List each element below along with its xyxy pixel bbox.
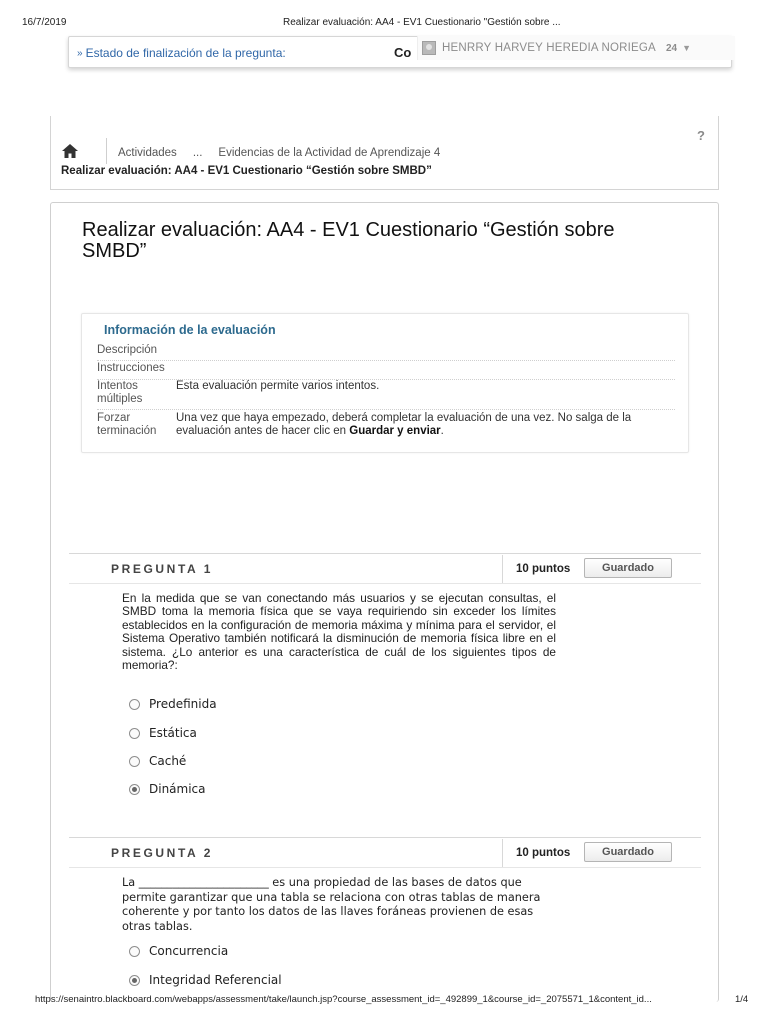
breadcrumb-current: Realizar evaluación: AA4 - EV1 Cuestionario “Gestión sobre SMBD” [61,165,432,177]
question-1-header [69,553,701,584]
question-status-bar [68,36,732,68]
info-key: Descripción [97,344,158,356]
assessment-panel [50,202,719,1002]
user-name: HENRRY HARVEY HEREDIA NORIEGA [442,42,656,54]
question-status-value: Co [394,45,412,60]
info-value: Una vez que haya empezado, deberá completar la evaluación de una vez. No salga de la evaluación antes de hacer clic en Guardar y enviar. [176,412,632,437]
info-title: Información de la evaluación [104,323,276,337]
radio-button[interactable] [129,756,140,767]
print-date: 16/7/2019 [22,17,67,28]
breadcrumb-ellipsis[interactable]: ... [192,147,203,159]
answer-option[interactable] [129,944,228,958]
answer-label: Estática [149,726,197,740]
page-title: Realizar evaluación: AA4 - EV1 Cuestionario “Gestión sobre SMBD” [82,219,615,262]
info-key: Intentos múltiples [97,380,143,405]
user-menu[interactable] [417,36,735,60]
radio-button-selected[interactable] [129,784,140,795]
question-status-label: Estado de finalización de la pregunta: [85,46,286,60]
divider [502,555,503,583]
answer-label: Integridad Referencial [149,973,282,987]
breadcrumb-separator [106,138,107,164]
question-2-text: La _______________________ es una propiedad de las bases de datos que permite garantizar que una tabla se relaciona con otras tablas de manera coherente y por tanto los datos de las llaves foráneas provienen de esas otras tablas. [122,876,541,933]
info-row-instructions [97,362,675,380]
help-icon[interactable]: ? [697,128,705,143]
answer-label: Concurrencia [149,944,229,958]
question-1-text: En la medida que se van conectando más usuarios y se ejecutan consultas, el SMBD toma la memoria física que se vaya requiriendo sin exceder los límites establecidos en la configuración de memoria máxima y mínima para el servidor, el Sistema Operativo también notificará la disminución de memoria física libre en el sistema. ¿Lo anterior es una característica de cuál de los siguientes tipos de memoria?: [122,591,556,673]
double-chevron-down-icon: » [77,47,83,59]
radio-button[interactable] [129,699,140,710]
question-points: 10 puntos [516,563,571,575]
question-status-link[interactable] [77,46,286,60]
answer-option[interactable] [129,754,186,768]
answer-label: Predefinida [149,697,217,711]
info-row-description [97,344,675,361]
radio-button-selected[interactable] [129,975,140,986]
question-label: PREGUNTA 2 [111,846,214,860]
radio-button[interactable] [129,728,140,739]
assessment-info-box [81,313,689,453]
radio-button[interactable] [129,946,140,957]
notification-badge[interactable]: 24 [665,42,678,54]
divider [502,839,503,867]
breadcrumb-item-evidencias[interactable]: Evidencias de la Actividad de Aprendizaje 4 [218,147,441,159]
print-url: https://senaintro.blackboard.com/webapps/assessment/take/launch.jsp?course_assessment_id=_492899_1&course_id=_2075571_1&content_id... [35,994,652,1005]
saved-button[interactable]: Guardado [584,558,672,578]
caret-down-icon[interactable]: ▼ [682,43,691,53]
answer-option-selected[interactable] [129,973,282,987]
answer-label: Caché [149,754,187,768]
answer-label: Dinámica [149,782,206,796]
answer-option[interactable] [129,726,197,740]
question-points: 10 puntos [516,847,571,859]
answer-option-selected[interactable] [129,782,206,796]
info-key: Forzar terminación [97,412,157,437]
answer-option[interactable] [129,697,217,711]
info-row-attempts [97,380,675,410]
breadcrumb-item-actividades[interactable]: Actividades [118,147,177,159]
saved-button[interactable]: Guardado [584,842,672,862]
print-title: Realizar evaluación: AA4 - EV1 Cuestionario "Gestión sobre ... [283,17,561,28]
breadcrumb [50,116,719,190]
question-2-header [69,837,701,868]
home-icon[interactable] [62,144,78,158]
info-value: Esta evaluación permite varios intentos. [176,380,380,392]
user-avatar-icon [422,41,436,55]
print-page-number: 1/4 [735,994,749,1005]
info-row-force-completion [97,412,675,442]
info-key: Instrucciones [97,362,165,374]
question-label: PREGUNTA 1 [111,562,214,576]
